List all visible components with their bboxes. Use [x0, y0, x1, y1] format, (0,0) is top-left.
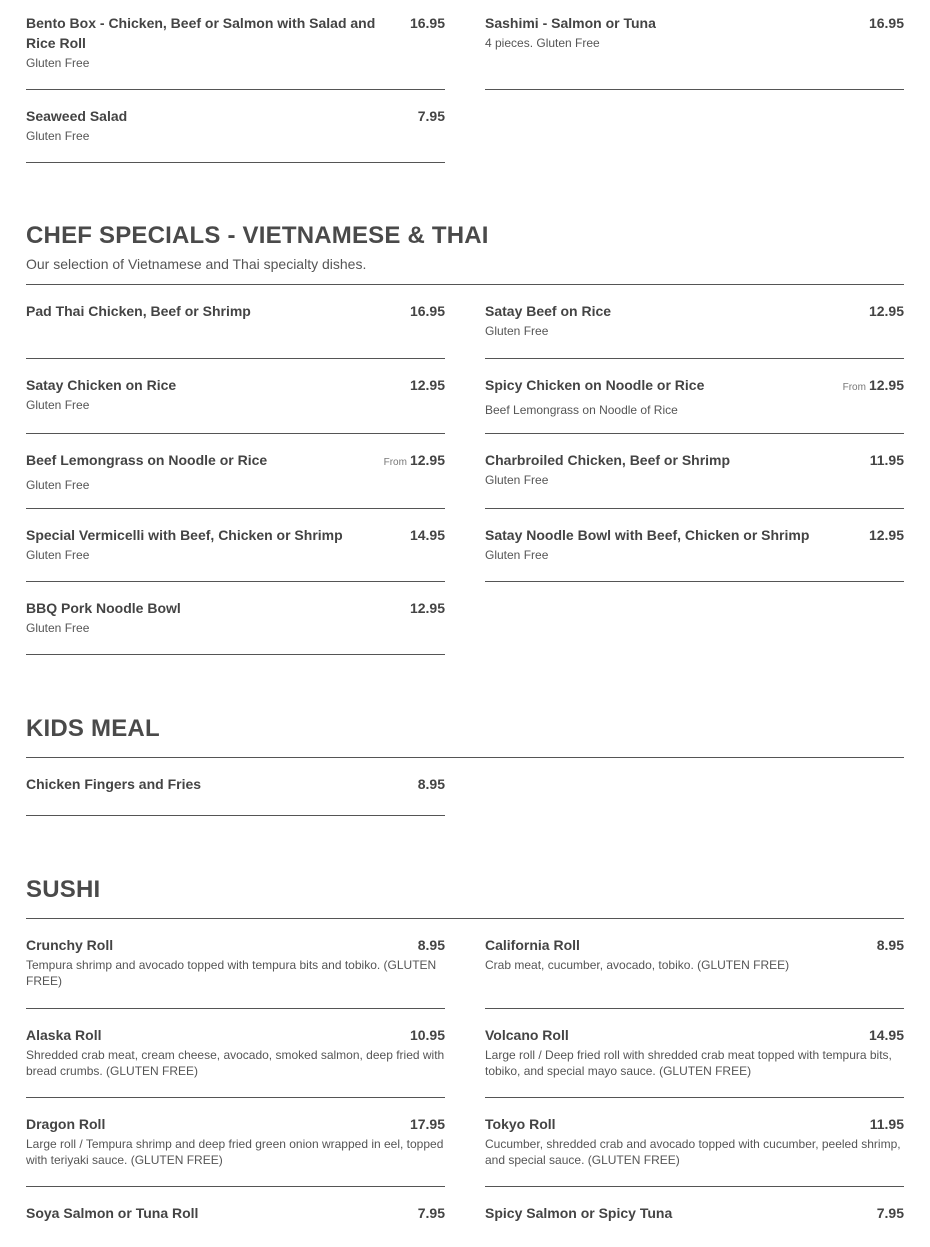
- item-price: 8.95: [876, 937, 904, 953]
- chef-specials-section: [26, 222, 904, 655]
- item-name: Special Vermicelli with Beef, Chicken or Shrimp: [26, 527, 343, 543]
- item-price: 8.95: [417, 937, 445, 953]
- item-price: 11.95: [869, 452, 904, 468]
- menu-item[interactable]: [26, 90, 445, 163]
- menu-item[interactable]: [26, 1187, 445, 1247]
- menu-item[interactable]: [485, 434, 904, 509]
- from-label: From: [842, 382, 866, 393]
- item-price: 12.95: [409, 452, 445, 468]
- item-name: Crunchy Roll: [26, 937, 114, 953]
- item-price: 12.95: [868, 527, 904, 543]
- item-name: Volcano Roll: [485, 1027, 569, 1043]
- menu-item[interactable]: [485, 0, 904, 90]
- menu-item[interactable]: [26, 359, 445, 434]
- section-title: CHEF SPECIALS - VIETNAMESE & THAI: [26, 222, 489, 249]
- section-title: KIDS MEAL: [26, 715, 160, 742]
- item-price: 12.95: [409, 600, 445, 616]
- item-name: Bento Box - Chicken, Beef or Salmon with Salad and Rice Roll: [26, 15, 376, 51]
- item-price: 14.95: [868, 1027, 904, 1043]
- item-description: Gluten Free: [485, 324, 549, 338]
- menu-item[interactable]: [485, 285, 904, 359]
- menu-item[interactable]: [485, 919, 904, 1009]
- item-price: 7.95: [417, 108, 445, 124]
- menu-item[interactable]: [26, 758, 445, 816]
- item-price: 7.95: [417, 1205, 445, 1221]
- item-name: Soya Salmon or Tuna Roll: [26, 1205, 199, 1221]
- item-description: Gluten Free: [26, 548, 90, 562]
- item-name: Satay Beef on Rice: [485, 303, 612, 319]
- menu-item[interactable]: [26, 1009, 445, 1098]
- item-price: 17.95: [409, 1116, 445, 1132]
- item-price: 11.95: [869, 1116, 904, 1132]
- item-name: Spicy Chicken on Noodle or Rice: [485, 377, 705, 393]
- item-name: Pad Thai Chicken, Beef or Shrimp: [26, 303, 251, 319]
- menu-item[interactable]: [485, 1187, 904, 1247]
- item-price: 16.95: [409, 15, 445, 31]
- section-subtitle: Our selection of Vietnamese and Thai specialty dishes.: [26, 256, 367, 272]
- item-price: 10.95: [409, 1027, 445, 1043]
- item-name: Tokyo Roll: [485, 1116, 556, 1132]
- menu-item[interactable]: [485, 359, 904, 434]
- menu-item[interactable]: [26, 1098, 445, 1187]
- top-menu-grid: [26, 0, 904, 163]
- menu-item[interactable]: [485, 1009, 904, 1098]
- item-name: Charbroiled Chicken, Beef or Shrimp: [485, 452, 731, 468]
- from-label: From: [383, 457, 407, 468]
- item-name: Beef Lemongrass on Noodle or Rice: [26, 452, 268, 468]
- item-name: BBQ Pork Noodle Bowl: [26, 600, 181, 616]
- item-price: 12.95: [868, 303, 904, 319]
- item-description: Crab meat, cucumber, avocado, tobiko. (GLUTEN FREE): [485, 958, 790, 972]
- section-title: SUSHI: [26, 876, 101, 903]
- item-description: Gluten Free: [26, 56, 90, 70]
- item-name: Sashimi - Salmon or Tuna: [485, 15, 656, 31]
- menu-item[interactable]: [485, 509, 904, 582]
- item-description: Gluten Free: [26, 478, 90, 492]
- item-name: Satay Noodle Bowl with Beef, Chicken or Shrimp: [485, 527, 810, 543]
- menu-item[interactable]: [26, 285, 445, 359]
- item-description: Large roll / Tempura shrimp and deep fried green onion wrapped in eel, topped with teriyaki sauce. (GLUTEN FREE): [26, 1137, 444, 1167]
- kids-meal-section: [26, 715, 904, 816]
- item-description: 4 pieces. Gluten Free: [485, 36, 600, 50]
- item-description: Shredded crab meat, cream cheese, avocado, smoked salmon, deep fried with bread crumbs. (GLUTEN FREE): [26, 1048, 445, 1078]
- item-price: 14.95: [409, 527, 445, 543]
- item-name: Chicken Fingers and Fries: [26, 776, 202, 792]
- menu-item[interactable]: [26, 582, 445, 655]
- item-price: 16.95: [868, 15, 904, 31]
- item-description: Gluten Free: [485, 473, 549, 487]
- sushi-section: [26, 876, 904, 1247]
- item-name: Alaska Roll: [26, 1027, 102, 1043]
- item-description: Gluten Free: [26, 129, 90, 143]
- item-description: Gluten Free: [26, 621, 90, 635]
- chef-specials-grid: [26, 285, 904, 655]
- item-name: Dragon Roll: [26, 1116, 106, 1132]
- item-description: Large roll / Deep fried roll with shredded crab meat topped with tempura bits, tobiko, and special mayo sauce. (GLUTEN FREE): [485, 1048, 892, 1078]
- item-name: Satay Chicken on Rice: [26, 377, 177, 393]
- item-price: 7.95: [876, 1205, 904, 1221]
- item-description: Gluten Free: [26, 398, 90, 412]
- sushi-grid: [26, 919, 904, 1247]
- item-name: California Roll: [485, 937, 580, 953]
- menu-item[interactable]: [26, 509, 445, 582]
- kids-meal-grid: [26, 758, 904, 816]
- menu-item[interactable]: [26, 0, 445, 90]
- item-description: Beef Lemongrass on Noodle of Rice: [485, 403, 678, 417]
- menu-item[interactable]: [485, 1098, 904, 1187]
- item-price: 16.95: [409, 303, 445, 319]
- menu-item[interactable]: [26, 434, 445, 509]
- item-name: Seaweed Salad: [26, 108, 128, 124]
- item-description: Tempura shrimp and avocado topped with tempura bits and tobiko. (GLUTEN FREE): [26, 958, 437, 988]
- menu-item[interactable]: [26, 919, 445, 1009]
- item-name: Spicy Salmon or Spicy Tuna: [485, 1205, 673, 1221]
- item-description: Cucumber, shredded crab and avocado topped with cucumber, peeled shrimp, and special sauce. (GLUTEN FREE): [485, 1137, 901, 1167]
- item-description: Gluten Free: [485, 548, 549, 562]
- item-price: 12.95: [409, 377, 445, 393]
- item-price: 12.95: [868, 377, 904, 393]
- item-price: 8.95: [417, 776, 445, 792]
